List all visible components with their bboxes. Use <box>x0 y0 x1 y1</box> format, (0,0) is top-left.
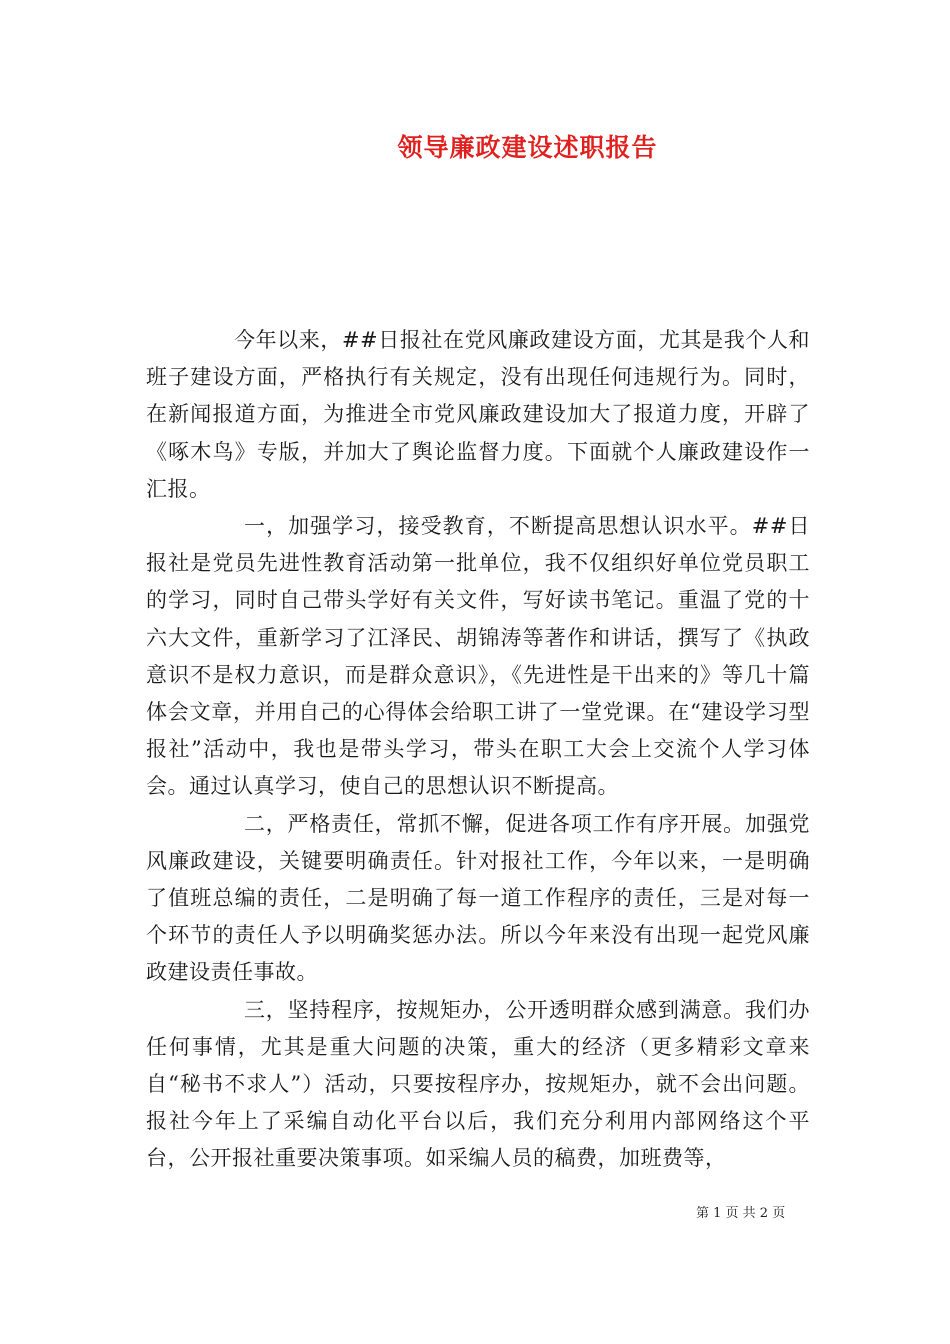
document-title: 领导廉政建设述职报告 <box>397 133 658 162</box>
paragraph-section-2: 二，严格责任，常抓不懈，促进各项工作有序开展。加强党风廉政建设，关键要明确责任。针对报社工作，今年以来，一是明确了值班总编的责任，二是明确了每一道工作程序的责任，三是对每一个环节的责任人予以明确奖惩办法。所以今年来没有出现一起党风廉政建设责任事故。 <box>146 811 810 985</box>
paragraph-intro: 今年以来，##日报社在党风廉政建设方面，尤其是我个人和班子建设方面，严格执行有关规定，没有出现任何违规行为。同时，在新闻报道方面，为推进全市党风廉政建设加大了报道力度，开辟了《啄木鸟》专版，并加大了舆论监督力度。下面就个人廉政建设作一汇报。 <box>146 328 810 501</box>
document-body <box>146 322 810 1178</box>
paragraph-section-3: 三，坚持程序，按规矩办，公开透明群众感到满意。我们办任何事情，尤其是重大问题的决策，重大的经济（更多精彩文章来自“秘书不求人”）活动，只要按程序办，按规矩办，就不会出问题。报社今年上了采编自动化平台以后，我们充分利用内部网络这个平台，公开报社重要决策事项。如采编人员的稿费，加班费等， <box>146 997 810 1171</box>
paragraph-section-1: 一，加强学习，接受教育，不断提高思想认识水平。##日报社是党员先进性教育活动第一批单位，我不仅组织好单位党员职工的学习，同时自己带头学好有关文件，写好读书笔记。重温了党的十六大文件，重新学习了江泽民、胡锦涛等著作和讲话，撰写了《执政意识不是权力意识，而是群众意识》，《先进性是干出来的》等几十篇体会文章，并用自己的心得体会给职工讲了一堂党课。在“建设学习型报社”活动中，我也是带头学习，带头在职工大会上交流个人学习体会。通过认真学习，使自己的思想认识不断提高。 <box>146 514 810 799</box>
page-number-footer: 第 1 页 共 2 页 <box>696 1206 786 1221</box>
